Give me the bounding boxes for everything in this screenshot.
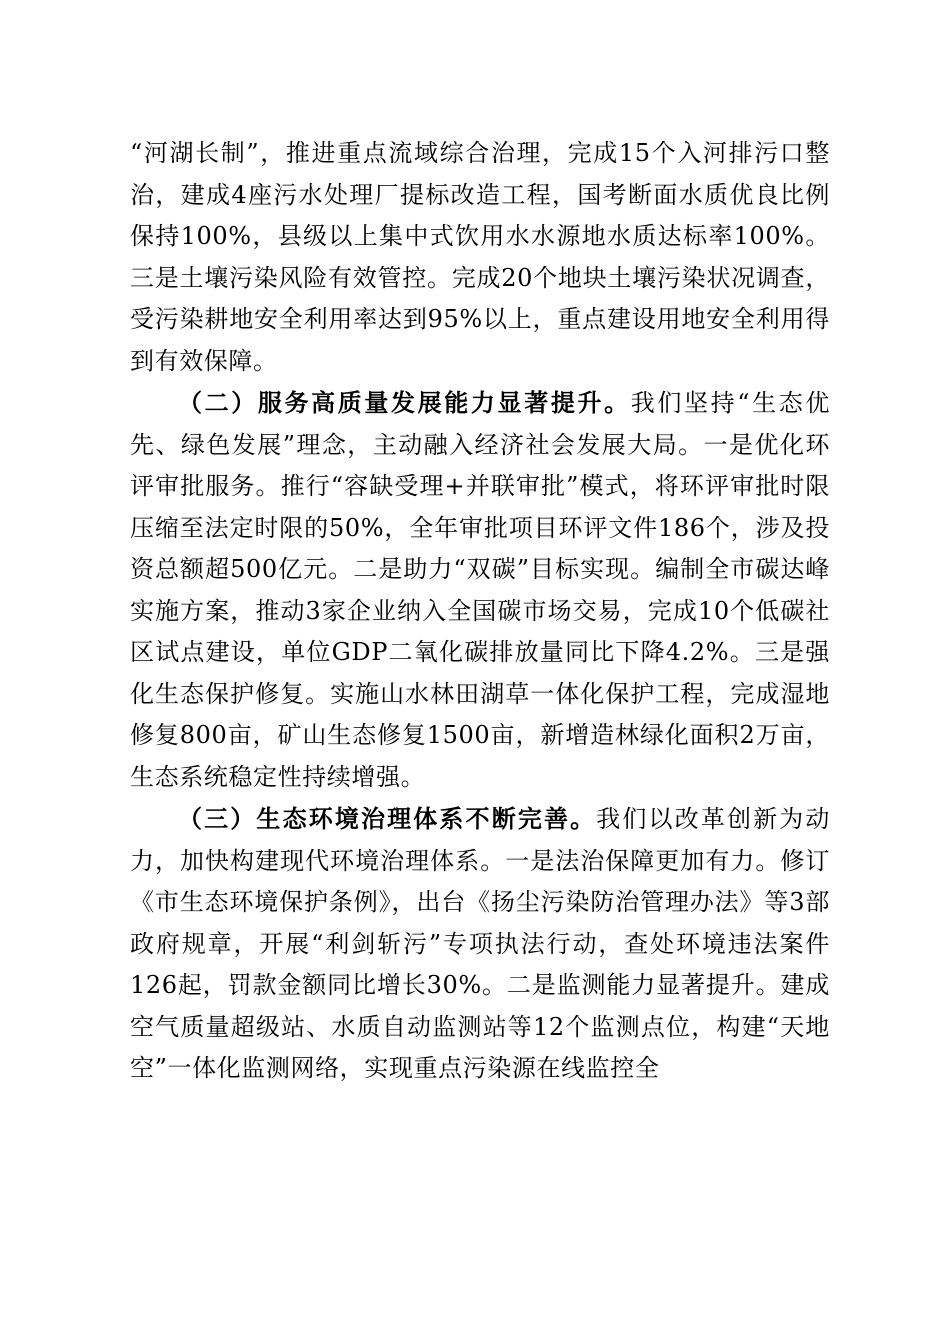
section-heading-3: （三）生态环境治理体系不断完善。 bbox=[178, 804, 597, 833]
paragraph-2 bbox=[130, 382, 830, 798]
paragraph-3 bbox=[130, 798, 830, 1090]
paragraph-1-text: “河湖长制”，推进重点流域综合治理，完成15个入河排污口整治，建成4座污水处理厂提标改造工程，国考断面水质优良比例保持100%，县级以上集中式饮用水水源地水质达标率100%。三是土壤污染风险有效管控。完成20个地块土壤污染状况调查，受污染耕地安全利用率达到95%以上，重点建设用地安全利用得到有效保障。 bbox=[130, 139, 830, 375]
paragraph-3-text: 我们以改革创新为动力，加快构建现代环境治理体系。一是法治保障更加有力。修订《市生态环境保护条例》，出台《扬尘污染防治管理办法》等3部政府规章，开展“利剑斩污”专项执法行动，查处环境违法案件126起，罚款金额同比增长30%。二是监测能力显著提升。建成空气质量超级站、水质自动监测站等12个监测点位，构建“天地空”一体化监测网络，实现重点污染源在线监控全 bbox=[130, 805, 830, 1082]
section-heading-2: （二）服务高质量发展能力显著提升。 bbox=[178, 388, 631, 417]
paragraph-1 bbox=[130, 133, 830, 382]
paragraph-2-text: 我们坚持“生态优先、绿色发展”理念，主动融入经济社会发展大局。一是优化环评审批服务。推行“容缺受理+并联审批”模式，将环评审批时限压缩至法定时限的50%，全年审批项目环评文件186个，涉及投资总额超500亿元。二是助力“双碳”目标实现。编制全市碳达峰实施方案，推动3家企业纳入全国碳市场交易，完成10个低碳社区试点建设，单位GDP二氧化碳排放量同比下降4.2%。三是强化生态保护修复。实施山水林田湖草一体化保护工程，完成湿地修复800亩，矿山生态修复1500亩，新增造林绿化面积2万亩，生态系统稳定性持续增强。 bbox=[130, 389, 830, 791]
document-body bbox=[130, 133, 830, 1090]
